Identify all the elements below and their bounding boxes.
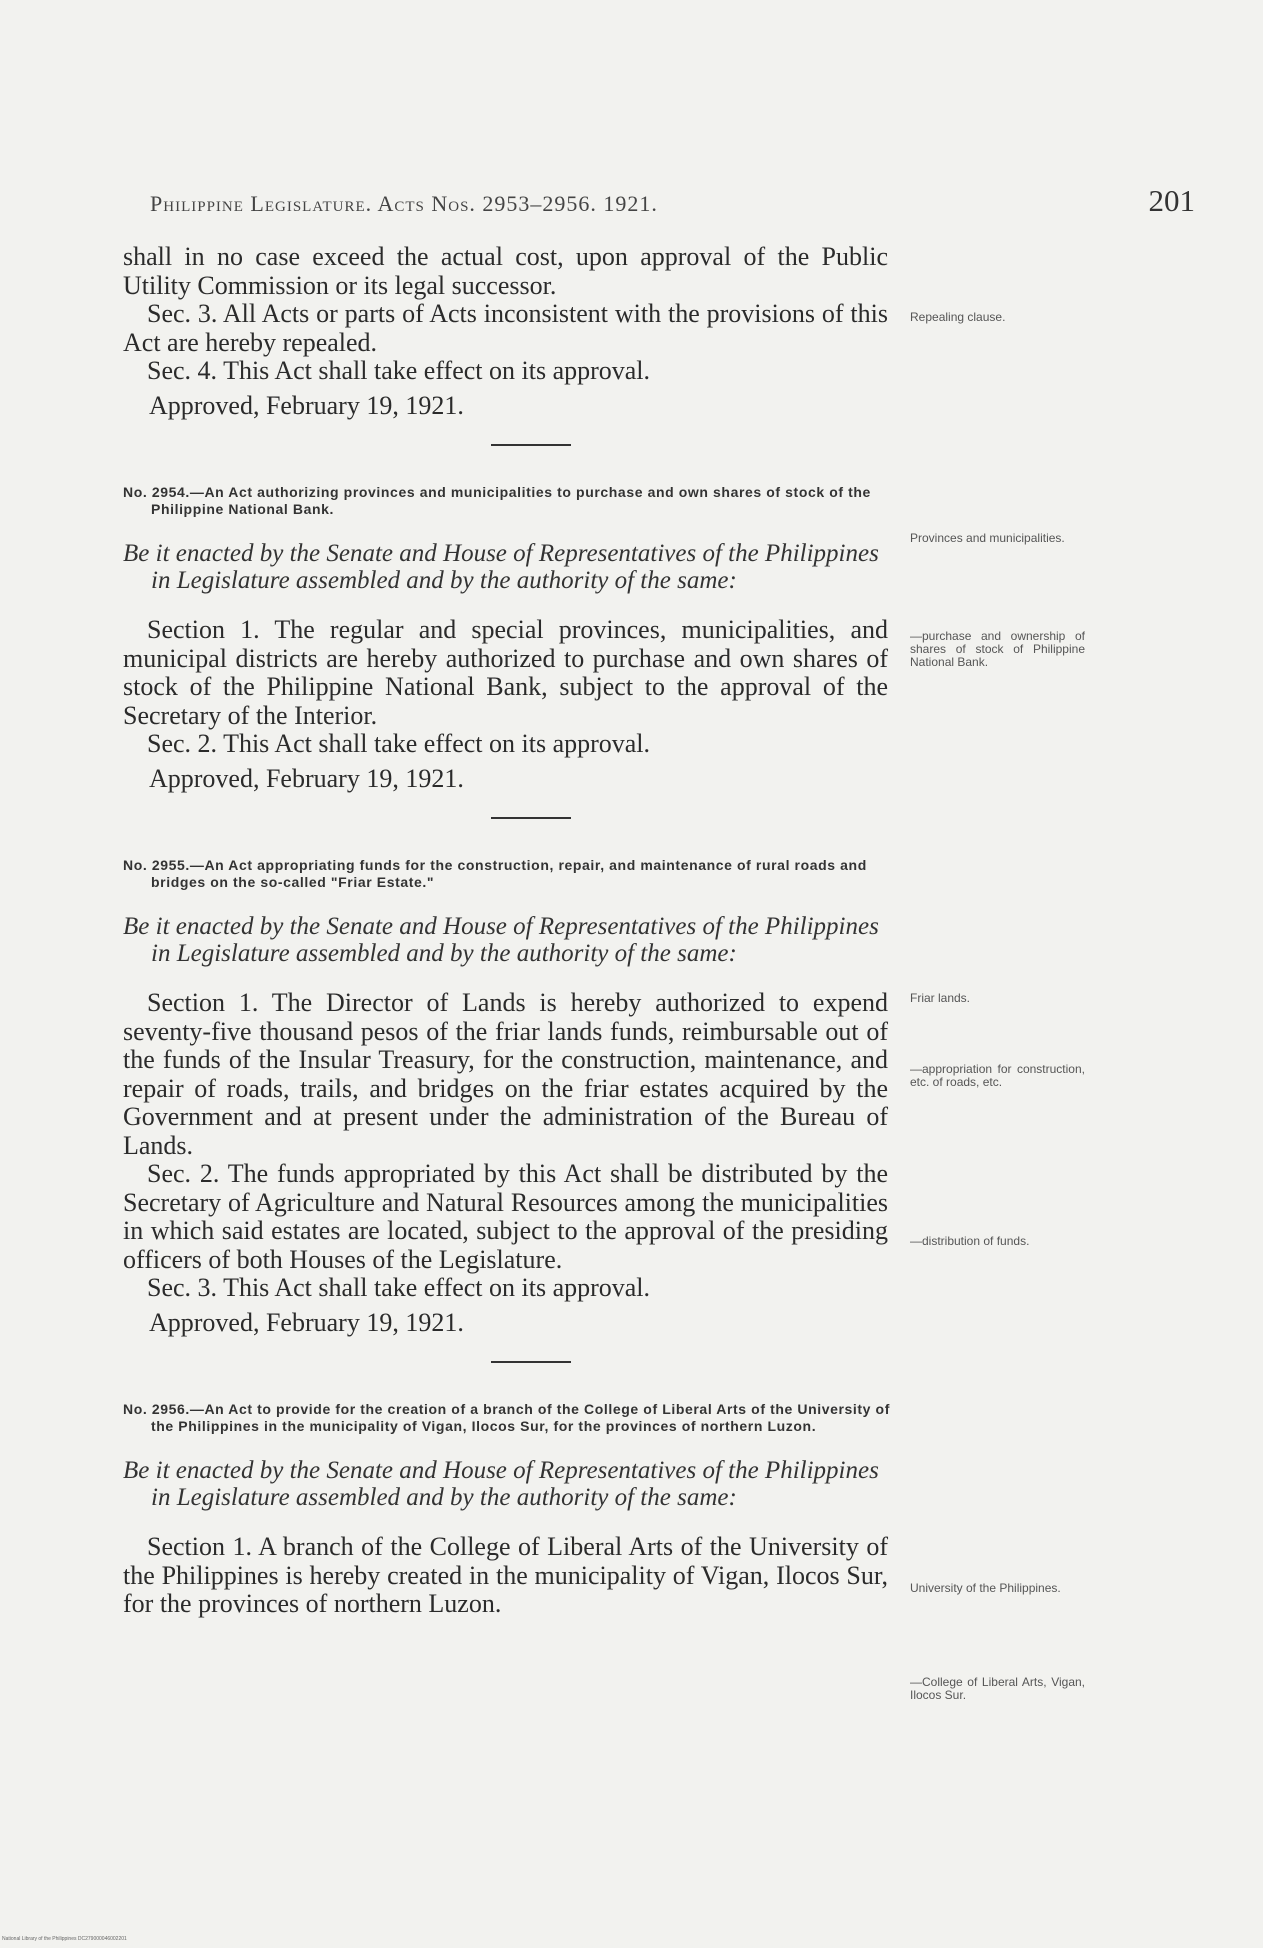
act-2955-approved: Approved, February 19, 1921. [149, 1307, 464, 1337]
page-number: 201 [1148, 183, 1195, 218]
act-2954-enacting-clause: Be it enacted by the Senate and House of Representatives of the Philippines in Legislature assembled and by the authority of the same: [123, 540, 879, 594]
margin-note-repealing: Repealing clause. [910, 310, 1006, 324]
act-2955-enacting-clause: Be it enacted by the Senate and House of Representatives of the Philippines in Legislature assembled and by the authority of the same: [123, 913, 879, 967]
act-2954-approved: Approved, February 19, 1921. [149, 763, 464, 793]
margin-note-provinces: Provinces and municipalities. [910, 531, 1065, 545]
body-column [123, 243, 888, 1619]
margin-note-university: University of the Philippines. [910, 1581, 1061, 1595]
act-2954-sec2: Sec. 2. This Act shall take effect on its approval. [147, 729, 651, 758]
section-divider [491, 817, 571, 819]
footer-stamp: National Library of the Philippines DC279000046002201 [2, 1936, 127, 1942]
margin-note-distribution: —distribution of funds. [910, 1234, 1030, 1248]
page-header [150, 183, 1195, 223]
section-divider [491, 1361, 571, 1363]
section-divider [491, 444, 571, 446]
running-title: Philippine Legislature. Acts Nos. 2953–2956. 1921. [150, 191, 658, 216]
margin-note-college: —College of Liberal Arts, Vigan, Ilocos Sur. [910, 1675, 1085, 1702]
act-2954-title: No. 2954.—An Act authorizing provinces and municipalities to purchase and own shares of stock of the Philippine National Bank. [123, 484, 871, 517]
act-2955-sec1: Section 1. The Director of Lands is hereby authorized to expend seventy-five thousand pesos of the friar lands funds, reimbursable out of the funds of the Insular Treasury, for the construction, maintenance, and repair of roads, trails, and bridges on the friar estates acquired by the Government and at present under the administration of the Bureau of Lands. [123, 988, 888, 1160]
act-2956-enacting-clause: Be it enacted by the Senate and House of Representatives of the Philippines in Legislature assembled and by the authority of the same: [123, 1457, 879, 1511]
margin-note-friar-lands: Friar lands. [910, 991, 971, 1005]
act-2953-sec4: Sec. 4. This Act shall take effect on its approval. [147, 356, 651, 385]
margin-note-purchase-shares: —purchase and ownership of shares of stock of Philippine National Bank. [910, 629, 1085, 669]
act-2956-sec1: Section 1. A branch of the College of Liberal Arts of the University of the Philippines is hereby created in the municipality of Vigan, Ilocos Sur, for the provinces of northern Luzon. [123, 1532, 888, 1618]
act-2953-sec3: Sec. 3. All Acts or parts of Acts inconsistent with the provisions of this Act are hereby repealed. [123, 299, 888, 357]
act-2955-sec3: Sec. 3. This Act shall take effect on its approval. [147, 1273, 651, 1302]
act-2954-sec1: Section 1. The regular and special provinces, municipalities, and municipal districts are hereby authorized to purchase and own shares of stock of the Philippine National Bank, subject to the approval of the Secretary of the Interior. [123, 615, 888, 730]
act-2955-sec2: Sec. 2. The funds appropriated by this Act shall be distributed by the Secretary of Agriculture and Natural Resources among the municipalities in which said estates are located, subject to the approval of the presiding officers of both Houses of the Legislature. [123, 1159, 888, 1274]
act-2955-title: No. 2955.—An Act appropriating funds for the construction, repair, and maintenance of rural roads and bridges on the so-called "Friar Estate." [123, 857, 867, 890]
act-2953-approved: Approved, February 19, 1921. [149, 390, 464, 420]
act-2953-continuation: shall in no case exceed the actual cost, upon approval of the Public Utility Commission or its legal successor. [123, 242, 888, 300]
act-2956-title: No. 2956.—An Act to provide for the creation of a branch of the College of Liberal Arts of the University of the Philippines in the municipality of Vigan, Ilocos Sur, for the provinces of northern Luzon. [123, 1401, 890, 1434]
margin-note-appropriation: —appropriation for construction, etc. of roads, etc. [910, 1062, 1085, 1089]
